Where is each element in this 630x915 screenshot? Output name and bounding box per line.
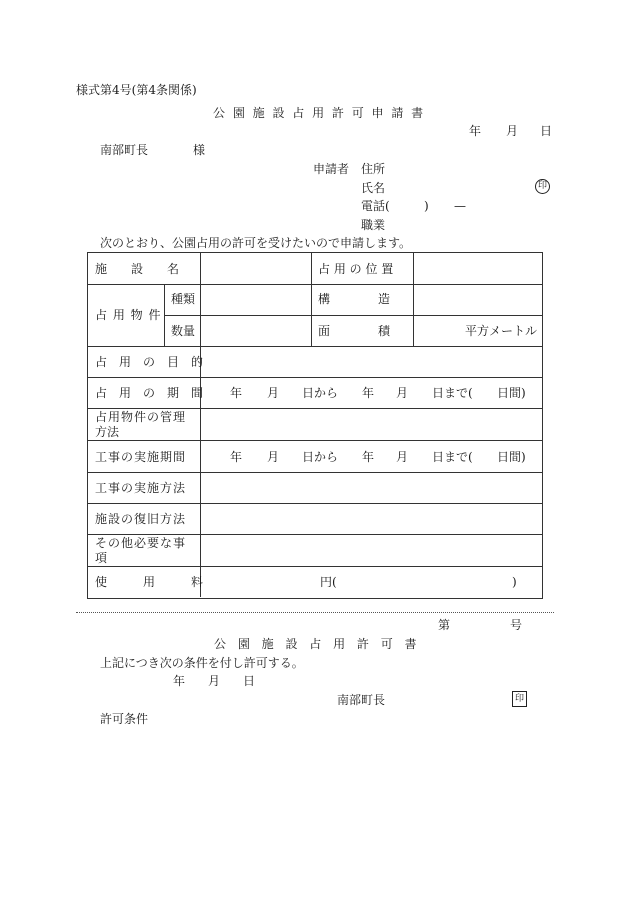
purpose-value[interactable] xyxy=(201,347,540,377)
permit-conditions-label: 許可条件 xyxy=(100,712,149,726)
construction-year2: 年 xyxy=(362,450,375,464)
location-label: 占 用 の 位 置 xyxy=(318,262,394,276)
other-label-1: その他必要な事 xyxy=(95,536,187,550)
address-label: 住所 xyxy=(361,162,386,176)
restoration-label: 施設の復旧方法 xyxy=(95,512,187,526)
permit-statement: 上記につき次の条件を付し許可する。 xyxy=(100,656,304,670)
construction-from: 日から xyxy=(302,450,339,464)
area-unit: 平方メートル xyxy=(465,324,538,338)
quantity-label: 数量 xyxy=(171,324,196,338)
period-year: 年 xyxy=(230,386,243,400)
period-until: 日まで( xyxy=(432,386,473,400)
intro-text: 次のとおり、公園占用の許可を受けたいので申請します。 xyxy=(100,236,412,250)
permit-date-month: 月 xyxy=(208,674,221,688)
phone-dash: — xyxy=(454,199,466,213)
facility-name-value[interactable] xyxy=(200,253,310,284)
other-value[interactable] xyxy=(201,535,540,566)
permit-date-day: 日 xyxy=(243,674,256,688)
name-label: 氏名 xyxy=(361,181,386,195)
application-title: 公 園 施 設 占 用 許 可 申 請 書 xyxy=(213,106,426,120)
period-label: 占 用 の 期 間 xyxy=(95,386,204,400)
phone-label: 電話( xyxy=(361,199,390,213)
app-date-year: 年 xyxy=(469,124,482,138)
structure-value[interactable] xyxy=(414,285,540,315)
addressee: 南部町長 xyxy=(100,143,149,157)
location-value[interactable] xyxy=(414,253,540,284)
permit-issuer: 南部町長 xyxy=(337,693,386,707)
management-value[interactable] xyxy=(201,409,540,440)
management-label-2: 方法 xyxy=(95,425,120,439)
fee-yen: 円( xyxy=(320,575,337,589)
separator-line xyxy=(76,612,554,613)
period-month2: 月 xyxy=(396,386,409,400)
construction-year: 年 xyxy=(230,450,243,464)
phone-close: ) xyxy=(424,199,429,213)
form-number: 様式第4号(第4条関係) xyxy=(76,83,197,97)
issuer-seal-icon: 印 xyxy=(512,691,527,707)
fee-close: ) xyxy=(512,575,517,589)
kind-value[interactable] xyxy=(201,285,310,315)
period-year2: 年 xyxy=(362,386,375,400)
construction-period-label: 工事の実施期間 xyxy=(95,450,187,464)
app-date-day: 日 xyxy=(540,124,553,138)
construction-month2: 月 xyxy=(396,450,409,464)
area-label: 面 積 xyxy=(318,324,391,338)
other-label-2: 項 xyxy=(95,551,108,565)
occupation-label: 職業 xyxy=(361,218,386,232)
period-month: 月 xyxy=(267,386,280,400)
applicant-seal-icon: 印 xyxy=(535,179,550,194)
purpose-label: 占 用 の 目 的 xyxy=(95,355,204,369)
construction-days: 日間) xyxy=(497,450,526,464)
permit-date-year: 年 xyxy=(173,674,186,688)
period-from: 日から xyxy=(302,386,339,400)
permit-number-label: 第 xyxy=(438,618,451,632)
construction-month: 月 xyxy=(267,450,280,464)
object-label: 占 用 物 件 xyxy=(95,308,162,322)
period-days: 日間) xyxy=(497,386,526,400)
quantity-value[interactable] xyxy=(201,316,310,346)
construction-method-value[interactable] xyxy=(201,473,540,503)
construction-method-label: 工事の実施方法 xyxy=(95,481,187,495)
restoration-value[interactable] xyxy=(201,504,540,534)
app-date-month: 月 xyxy=(506,124,519,138)
structure-label: 構 造 xyxy=(318,292,391,306)
kind-label: 種類 xyxy=(171,292,196,306)
fee-label: 使 用 料 xyxy=(95,575,204,589)
management-label-1: 占用物件の管理 xyxy=(95,410,187,424)
applicant-label: 申請者 xyxy=(313,162,350,176)
facility-name-label: 施 設 名 xyxy=(95,262,180,276)
honorific: 様 xyxy=(193,143,206,157)
construction-until: 日まで( xyxy=(432,450,473,464)
permit-title: 公 園 施 設 占 用 許 可 書 xyxy=(214,637,421,651)
permit-number-suffix: 号 xyxy=(510,618,523,632)
